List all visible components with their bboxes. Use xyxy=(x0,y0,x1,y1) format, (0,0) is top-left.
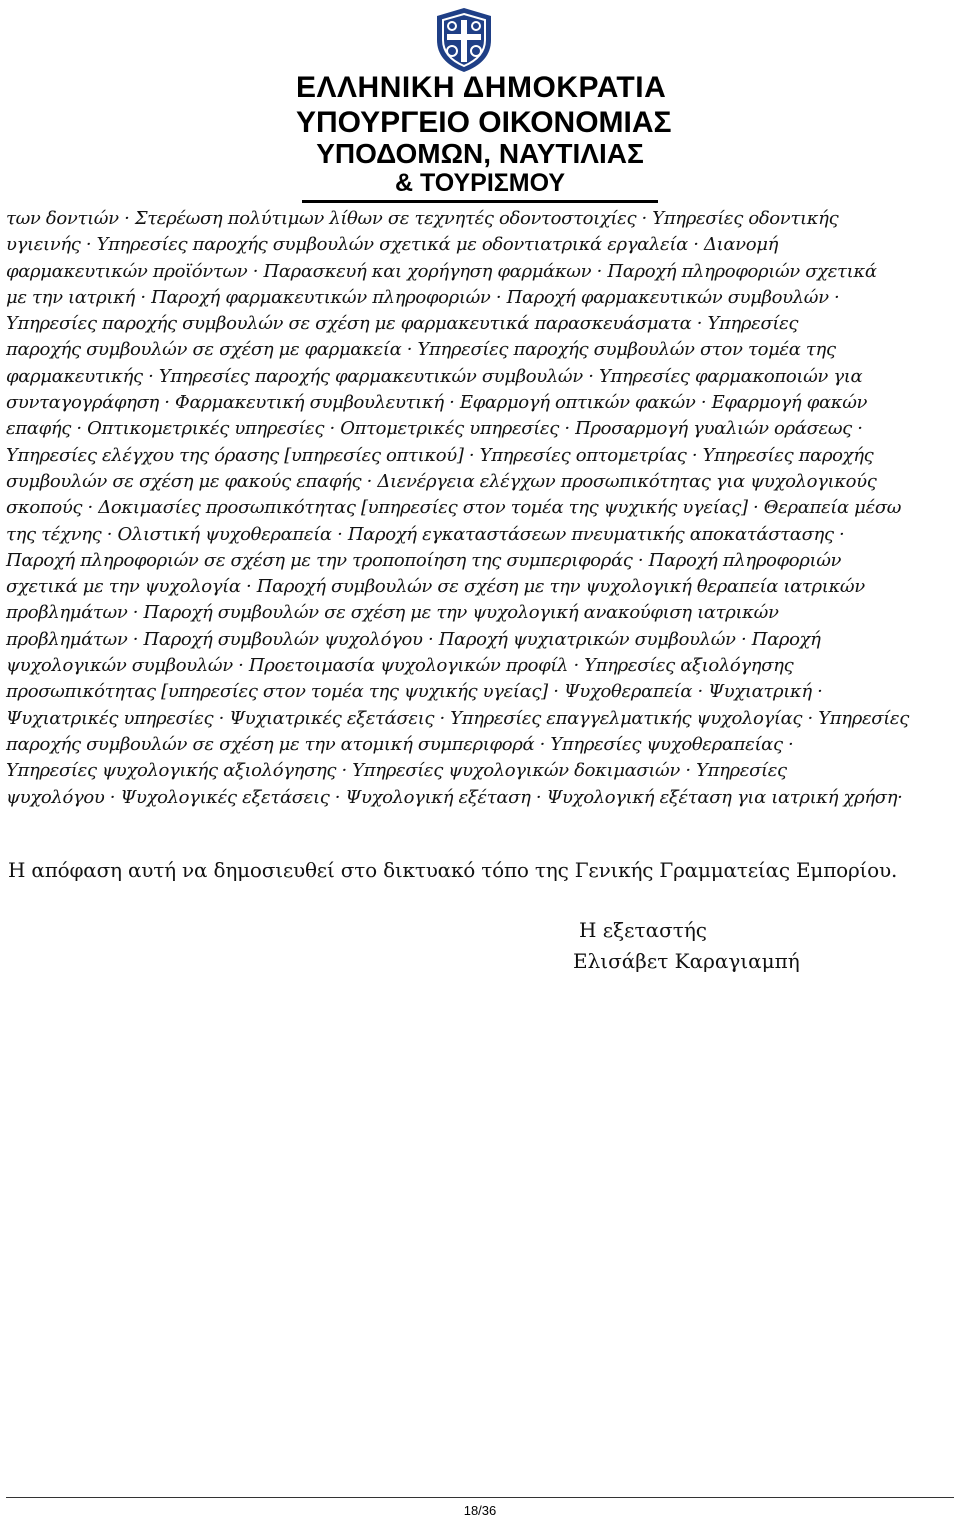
text-line: προβλημάτων · Παροχή συμβουλών σε σχέση με την ψυχολογική ανακούφιση ιατρικών xyxy=(6,602,779,624)
text-line: Υπηρεσίες ψυχολογικής αξιολόγησης · Υπηρεσίες ψυχολογικών δοκιμασιών · Υπηρεσίες xyxy=(6,760,787,782)
text-line: συμβουλών σε σχέση με φακούς επαφής · Διενέργεια ελέγχων προσωπικότητας για ψυχολογικούς xyxy=(6,470,877,492)
text-line: της τέχνης · Ολιστική ψυχοθεραπεία · Παροχή εγκαταστάσεων πνευματικής αποκατάστασης · xyxy=(6,523,845,545)
examiner-title: Η εξεταστής xyxy=(579,918,708,942)
footer-divider xyxy=(6,1497,954,1498)
ministry-logo xyxy=(296,6,672,204)
text-line: παροχής συμβουλών σε σχέση με την ατομική συμπεριφορά · Υπηρεσίες ψυχοθεραπείας · xyxy=(6,733,794,755)
text-line: φαρμακευτικών προϊόντων · Παρασκευή και χορήγηση φαρμάκων · Παροχή πληροφοριών σχετικά xyxy=(6,260,877,282)
logo-line-ministry-2: ΥΠΟΔΟΜΩΝ, ΝΑΥΤΙΛΙΑΣ xyxy=(316,138,644,169)
text-line: Ψυχιατρικές υπηρεσίες · Ψυχιατρικές εξετάσεις · Υπηρεσίες επαγγελματικής ψυχολογίας · Υπηρεσίες xyxy=(6,707,909,729)
text-line: Υπηρεσίες παροχής συμβουλών σε σχέση με φαρμακευτικά παρασκευάσματα · Υπηρεσίες xyxy=(6,313,799,335)
text-line: ψυχολόγου · Ψυχολογικές εξετάσεις · Ψυχολογική εξέταση · Ψυχολογική εξέταση για ιατρική χρήση· xyxy=(6,786,903,808)
examiner-name: Ελισάβετ Καραγιαμπή xyxy=(573,949,800,973)
text-line: Παροχή πληροφοριών σε σχέση με την τροποποίηση της συμπεριφοράς · Παροχή πληροφοριών xyxy=(6,549,842,571)
text-line: σχετικά με την ψυχολογία · Παροχή συμβουλών σε σχέση με την ψυχολογική θεραπεία ιατρικών xyxy=(6,576,865,598)
logo-line-ministry: ΥΠΟΥΡΓΕΙΟ ΟΙΚΟΝΟΜΙΑΣ xyxy=(296,106,672,139)
text-line: σκοπούς · Δοκιμασίες προσωπικότητας [υπηρεσίες στον τομέα της ψυχικής υγείας] · Θεραπεία μέσω xyxy=(6,497,902,519)
text-line: συνταγογράφηση · Φαρμακευτική συμβουλευτική · Εφαρμογή οπτικών φακών · Εφαρμογή φακών xyxy=(6,392,868,414)
services-list-text xyxy=(6,206,954,811)
text-line: με την ιατρική · Παροχή φαρμακευτικών πληροφοριών · Παροχή φαρμακευτικών συμβουλών · xyxy=(6,286,840,308)
logo-line-country: ΕΛΛΗΝΙΚΗ ΔΗΜΟΚΡΑΤΙΑ xyxy=(296,71,667,104)
text-line: των δοντιών · Στερέωση πολύτιμων λίθων σε τεχνητές οδοντοστοιχίες · Υπηρεσίες οδοντικής xyxy=(6,208,839,229)
publication-decision: Η απόφαση αυτή να δημοσιευθεί στο δικτυακό τόπο της Γενικής Γραμματείας Εμπορίου. xyxy=(8,858,898,882)
text-line: φαρμακευτικής · Υπηρεσίες παροχής φαρμακευτικών συμβουλών · Υπηρεσίες φαρμακοποιών για xyxy=(6,365,863,387)
text-line: προβλημάτων · Παροχή συμβουλών ψυχολόγου · Παροχή ψυχιατρικών συμβουλών · Παροχή xyxy=(6,628,821,650)
text-line: επαφής · Οπτικομετρικές υπηρεσίες · Οπτομετρικές υπηρεσίες · Προσαρμογή γυαλιών οράσεως · xyxy=(6,418,863,440)
logo-line-ministry-3: & ΤΟΥΡΙΣΜΟΥ xyxy=(394,169,566,197)
logo-underline xyxy=(302,200,658,203)
text-line: υγιεινής · Υπηρεσίες παροχής συμβουλών σχετικά με οδοντιατρικά εργαλεία · Διανομή xyxy=(6,234,779,256)
page-number: 18/36 xyxy=(463,1503,497,1518)
greek-coat-of-arms-icon xyxy=(431,6,497,74)
text-line: ψυχολογικών συμβουλών · Προετοιμασία ψυχολογικών προφίλ · Υπηρεσίες αξιολόγησης xyxy=(6,655,794,677)
text-line: προσωπικότητας [υπηρεσίες στον τομέα της ψυχικής υγείας] · Ψυχοθεραπεία · Ψυχιατρική · xyxy=(6,681,823,703)
text-line: παροχής συμβουλών σε σχέση με φαρμακεία · Υπηρεσίες παροχής συμβουλών στον τομέα της xyxy=(6,339,836,361)
text-line: Υπηρεσίες ελέγχου της όρασης [υπηρεσίες οπτικού] · Υπηρεσίες οπτομετρίας · Υπηρεσίες παροχής xyxy=(6,444,874,466)
